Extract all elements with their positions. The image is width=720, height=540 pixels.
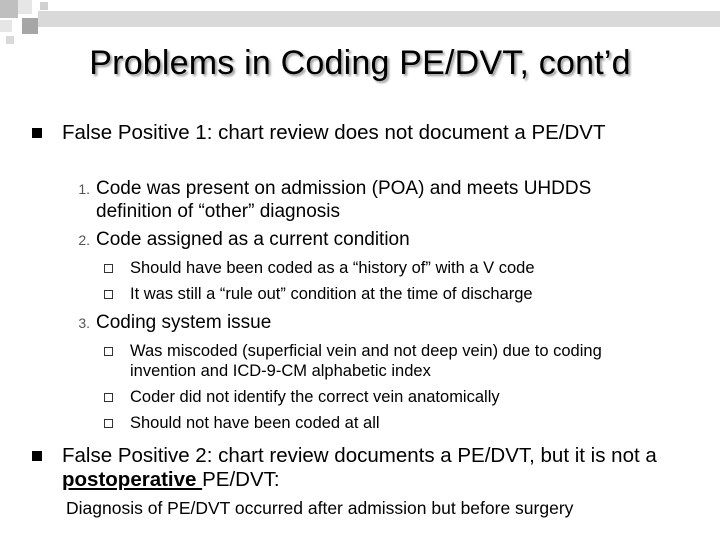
fp1-item-2-sub-1: Should have been coded as a “history of” with a V code: [130, 259, 535, 277]
fp2-suffix: PE/DVT:: [202, 468, 280, 491]
item-number: 3.: [78, 315, 90, 331]
bullet-square-icon: [32, 451, 42, 461]
false-positive-2: [62, 444, 702, 492]
slide-title: Problems in Coding PE/DVT, cont’d: [89, 44, 631, 82]
checkbox-bullet-icon: [104, 290, 113, 299]
fp1-item-1: Code was present on admission (POA) and meets UHDDS definition of “other” diagnosis: [96, 178, 592, 222]
checkbox-bullet-icon: [104, 347, 113, 356]
checkbox-bullet-icon: [104, 393, 113, 402]
fp2-emphasis: postoperative: [62, 468, 203, 491]
false-positive-1: False Positive 1: chart review does not document a PE/DVT: [62, 121, 606, 144]
item-number: 1.: [78, 181, 90, 197]
fp1-item-3: Coding system issue: [96, 312, 272, 333]
fp1-item-2-sub-2: It was still a “rule out” condition at the time of discharge: [130, 285, 533, 303]
fp1-item-2: Code assigned as a current condition: [96, 229, 410, 250]
checkbox-bullet-icon: [104, 264, 113, 273]
fp2-prefix: False Positive 2: chart review documents a PE/DVT, but it is not a: [62, 444, 657, 467]
bullet-square-icon: [32, 128, 42, 138]
fp1-item-3-sub-3: Should not have been coded at all: [130, 414, 380, 432]
diagnosis-note: Diagnosis of PE/DVT occurred after admission but before surgery: [66, 498, 574, 518]
fp1-item-3-sub-1: Was miscoded (superficial vein and not deep vein) due to coding invention and ICD-9-CM alphabetic index: [130, 342, 602, 380]
item-number: 2.: [78, 232, 90, 248]
fp1-item-3-sub-2: Coder did not identify the correct vein anatomically: [130, 388, 500, 406]
checkbox-bullet-icon: [104, 419, 113, 428]
